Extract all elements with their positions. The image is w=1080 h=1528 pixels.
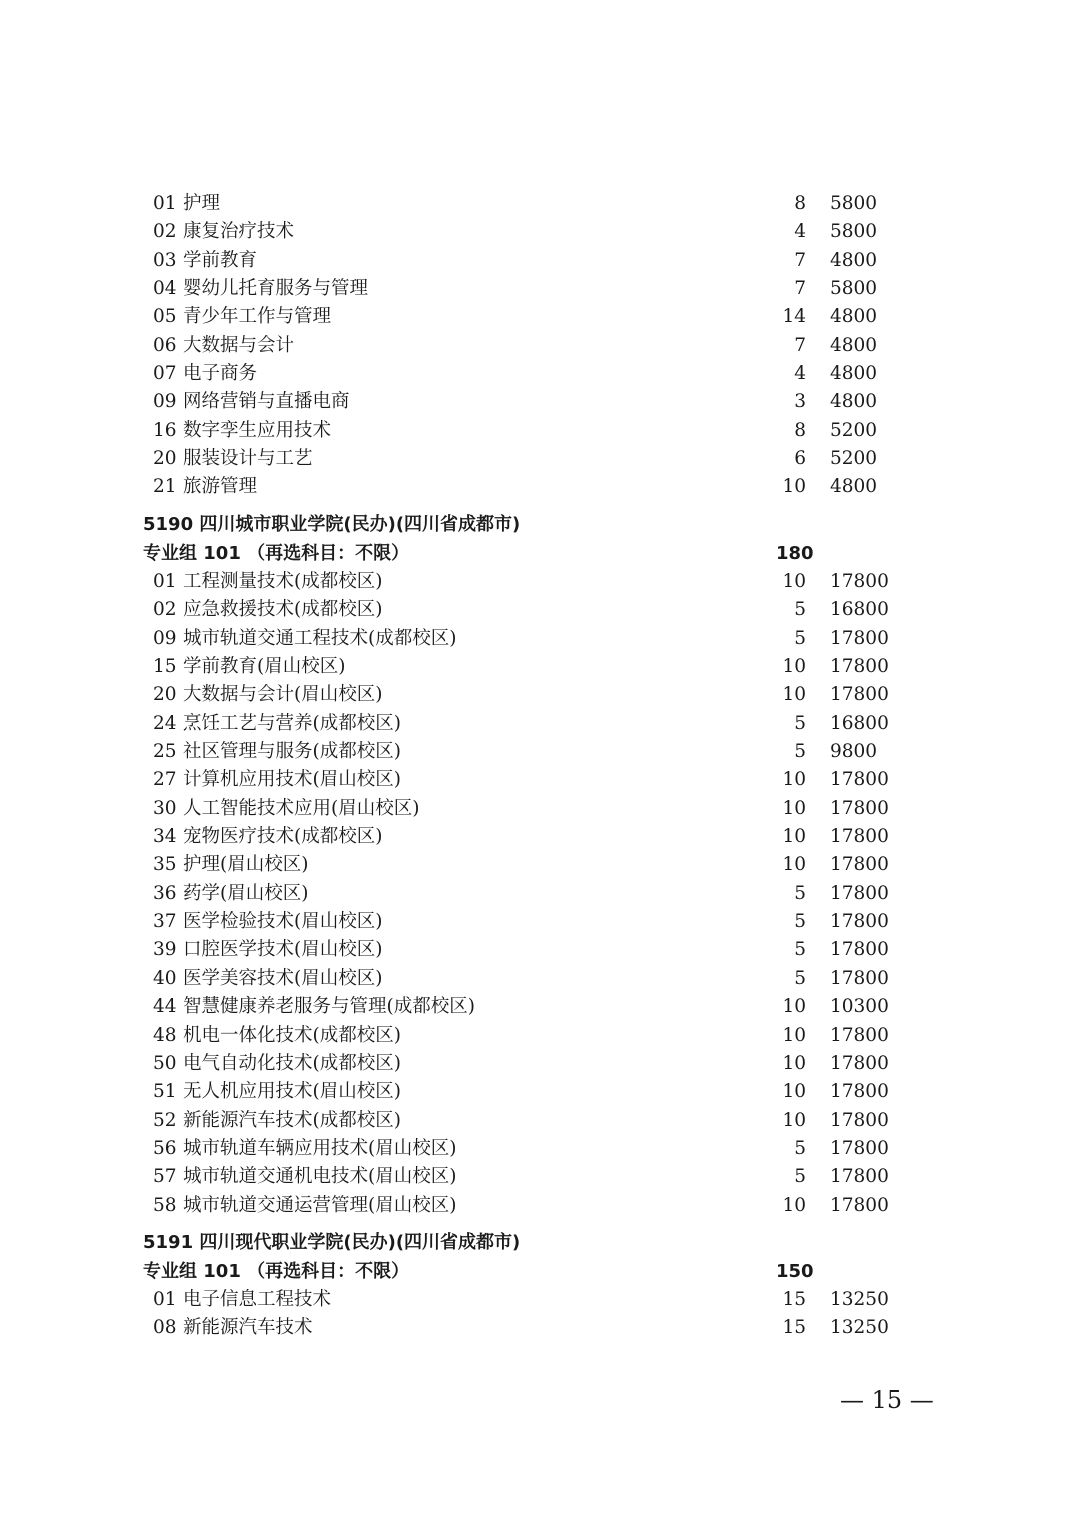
major-name: 青少年工作与管理 [183,306,332,328]
table-row [0,190,1080,218]
table-row [0,653,1080,681]
plan-count: 5 [794,939,806,961]
table-row [0,1022,1080,1050]
plan-count: 15 [782,1289,806,1310]
plan-count: 10 [782,1109,806,1131]
school-header: 5191 四川现代职业学院(民办)(四川省成都市) [143,1232,521,1253]
major-group-total: 180 [776,543,814,564]
major-name: 新能源汽车技术 [183,1317,313,1339]
major-code: 25 [153,741,177,763]
table-row [0,681,1080,709]
major-name: 数字孪生应用技术 [183,419,332,441]
major-code: 56 [153,1137,177,1159]
page-number-text: — 15 — [840,1386,934,1414]
section-5190 [0,510,1080,1220]
plan-count: 10 [782,826,806,848]
tuition-fee: 4800 [830,391,878,413]
plan-count: 5 [794,882,806,904]
table-row [0,936,1080,964]
major-code: 21 [153,476,177,498]
section-5191 [0,1228,1080,1343]
table-row [0,568,1080,596]
tuition-fee: 17800 [830,1081,889,1103]
major-code: 02 [153,221,177,243]
school-header: 5190 四川城市职业学院(民办)(四川省成都市) [143,514,521,535]
major-code: 27 [153,769,177,791]
tuition-fee: 17800 [830,854,889,876]
tuition-fee: 17800 [830,684,889,706]
plan-count: 4 [794,363,806,385]
major-group-label: 专业组 101 （再选科目：不限） [143,1261,410,1282]
table-row [0,766,1080,794]
table-row [0,247,1080,275]
plan-count: 6 [794,448,806,470]
school-header-row [0,1228,1080,1257]
tuition-fee: 17800 [830,769,889,791]
major-name: 城市轨道交通运营管理(眉山校区) [183,1194,457,1216]
major-code: 06 [153,334,177,356]
table-row [0,710,1080,738]
table-row [0,445,1080,473]
table-row [0,1135,1080,1163]
major-code: 58 [153,1194,177,1216]
tuition-fee: 5800 [830,193,878,214]
section-continued [0,190,1080,502]
major-code: 03 [153,249,177,271]
major-code: 05 [153,306,177,328]
plan-count: 15 [782,1317,806,1339]
plan-count: 5 [794,911,806,933]
plan-count: 5 [794,599,806,621]
major-code: 20 [153,448,177,470]
table-row [0,1050,1080,1078]
tuition-fee: 4800 [830,476,878,498]
table-row [0,388,1080,416]
table-row [0,1107,1080,1135]
plan-count: 10 [782,854,806,876]
plan-count: 10 [782,571,806,592]
table-row [0,417,1080,445]
table-row [0,965,1080,993]
major-code: 50 [153,1052,177,1074]
tuition-fee: 17800 [830,939,889,961]
tuition-fee: 17800 [830,656,889,678]
plan-count: 10 [782,656,806,678]
major-name: 城市轨道车辆应用技术(眉山校区) [183,1137,457,1159]
plan-count: 5 [794,627,806,649]
major-name: 城市轨道交通机电技术(眉山校区) [183,1166,457,1188]
tuition-fee: 5200 [830,448,878,470]
plan-count: 5 [794,967,806,989]
major-name: 康复治疗技术 [183,221,295,243]
plan-count: 10 [782,684,806,706]
table-row [0,360,1080,388]
plan-count: 10 [782,1081,806,1103]
school-header-row [0,510,1080,539]
tuition-fee: 16800 [830,712,889,734]
major-code: 40 [153,967,177,989]
major-code: 15 [153,656,177,678]
table-row [0,851,1080,879]
major-name: 社区管理与服务(成都校区) [183,741,401,763]
plan-count: 10 [782,476,806,498]
table-row [0,880,1080,908]
major-code: 51 [153,1081,177,1103]
table-row [0,1192,1080,1220]
major-name: 医学美容技术(眉山校区) [183,967,383,989]
major-code: 07 [153,363,177,385]
table-row [0,795,1080,823]
tuition-fee: 17800 [830,967,889,989]
major-name: 药学(眉山校区) [183,882,309,904]
major-name: 电子商务 [183,363,258,385]
major-name: 医学检验技术(眉山校区) [183,911,383,933]
major-group-row [0,539,1080,568]
major-code: 36 [153,882,177,904]
major-name: 城市轨道交通工程技术(成都校区) [183,627,457,649]
tuition-fee: 17800 [830,797,889,819]
plan-count: 10 [782,769,806,791]
major-code: 57 [153,1166,177,1188]
tuition-fee: 17800 [830,826,889,848]
table-row [0,473,1080,501]
tuition-fee: 5800 [830,278,878,300]
tuition-fee: 5800 [830,221,878,243]
tuition-fee: 17800 [830,571,889,592]
tuition-fee: 16800 [830,599,889,621]
table-row [0,1078,1080,1106]
major-code: 01 [153,571,177,592]
major-name: 学前教育(眉山校区) [183,656,346,678]
major-name: 电子信息工程技术 [183,1289,332,1310]
tuition-fee: 13250 [830,1317,889,1339]
table-row [0,738,1080,766]
major-code: 09 [153,627,177,649]
major-code: 01 [153,1289,177,1310]
table-row [0,908,1080,936]
major-name: 无人机应用技术(眉山校区) [183,1081,401,1103]
tuition-fee: 10300 [830,996,889,1018]
tuition-fee: 5200 [830,419,878,441]
table-row [0,1163,1080,1191]
plan-count: 7 [794,278,806,300]
major-group-label: 专业组 101 （再选科目：不限） [143,543,410,564]
major-code: 35 [153,854,177,876]
tuition-fee: 17800 [830,627,889,649]
major-group-total: 150 [776,1261,814,1282]
tuition-fee: 17800 [830,1109,889,1131]
plan-count: 7 [794,334,806,356]
table-row [0,332,1080,360]
major-name: 网络营销与直播电商 [183,391,350,413]
major-code: 02 [153,599,177,621]
major-name: 机电一体化技术(成都校区) [183,1024,401,1046]
major-code: 01 [153,193,177,214]
table-row [0,1286,1080,1314]
tuition-fee: 17800 [830,1052,889,1074]
tuition-fee: 4800 [830,306,878,328]
plan-count: 10 [782,797,806,819]
tuition-fee: 17800 [830,1194,889,1216]
table-row [0,596,1080,624]
plan-count: 7 [794,249,806,271]
tuition-fee: 17800 [830,1024,889,1046]
major-name: 大数据与会计(眉山校区) [183,684,383,706]
tuition-fee: 17800 [830,911,889,933]
plan-count: 10 [782,1024,806,1046]
major-code: 44 [153,996,177,1018]
table-row [0,625,1080,653]
major-name: 烹饪工艺与营养(成都校区) [183,712,401,734]
tuition-fee: 9800 [830,741,878,763]
major-code: 09 [153,391,177,413]
major-group-row [0,1257,1080,1286]
major-name: 护理 [183,193,221,214]
major-name: 婴幼儿托育服务与管理 [183,278,369,300]
major-code: 52 [153,1109,177,1131]
tuition-fee: 17800 [830,1137,889,1159]
major-name: 计算机应用技术(眉山校区) [183,769,401,791]
table-row [0,823,1080,851]
major-code: 37 [153,911,177,933]
major-name: 人工智能技术应用(眉山校区) [183,797,420,819]
major-name: 工程测量技术(成都校区) [183,571,383,592]
major-name: 智慧健康养老服务与管理(成都校区) [183,996,475,1018]
plan-count: 10 [782,996,806,1018]
plan-count: 10 [782,1052,806,1074]
major-name: 口腔医学技术(眉山校区) [183,939,383,961]
major-code: 20 [153,684,177,706]
major-name: 学前教育 [183,249,258,271]
plan-count: 8 [794,193,806,214]
major-name: 服装设计与工艺 [183,448,313,470]
major-name: 电气自动化技术(成都校区) [183,1052,401,1074]
plan-count: 10 [782,1194,806,1216]
major-name: 宠物医疗技术(成都校区) [183,826,383,848]
table-row [0,1314,1080,1342]
table-row [0,303,1080,331]
plan-count: 5 [794,1166,806,1188]
plan-count: 14 [782,306,806,328]
table-row [0,275,1080,303]
tuition-fee: 17800 [830,1166,889,1188]
plan-count: 3 [794,391,806,413]
major-code: 48 [153,1024,177,1046]
table-row [0,218,1080,246]
tuition-fee: 4800 [830,334,878,356]
table-row [0,993,1080,1021]
tuition-fee: 13250 [830,1289,889,1310]
major-name: 应急救援技术(成都校区) [183,599,383,621]
plan-count: 5 [794,1137,806,1159]
major-code: 30 [153,797,177,819]
major-name: 护理(眉山校区) [183,854,309,876]
major-code: 04 [153,278,177,300]
plan-count: 4 [794,221,806,243]
tuition-fee: 4800 [830,363,878,385]
major-code: 16 [153,419,177,441]
page-number [840,1384,934,1416]
plan-count: 5 [794,712,806,734]
major-code: 39 [153,939,177,961]
tuition-fee: 4800 [830,249,878,271]
plan-count: 8 [794,419,806,441]
major-code: 08 [153,1317,177,1339]
plan-count: 5 [794,741,806,763]
major-name: 大数据与会计 [183,334,295,356]
major-code: 24 [153,712,177,734]
major-name: 新能源汽车技术(成都校区) [183,1109,401,1131]
major-name: 旅游管理 [183,476,258,498]
major-code: 34 [153,826,177,848]
tuition-fee: 17800 [830,882,889,904]
